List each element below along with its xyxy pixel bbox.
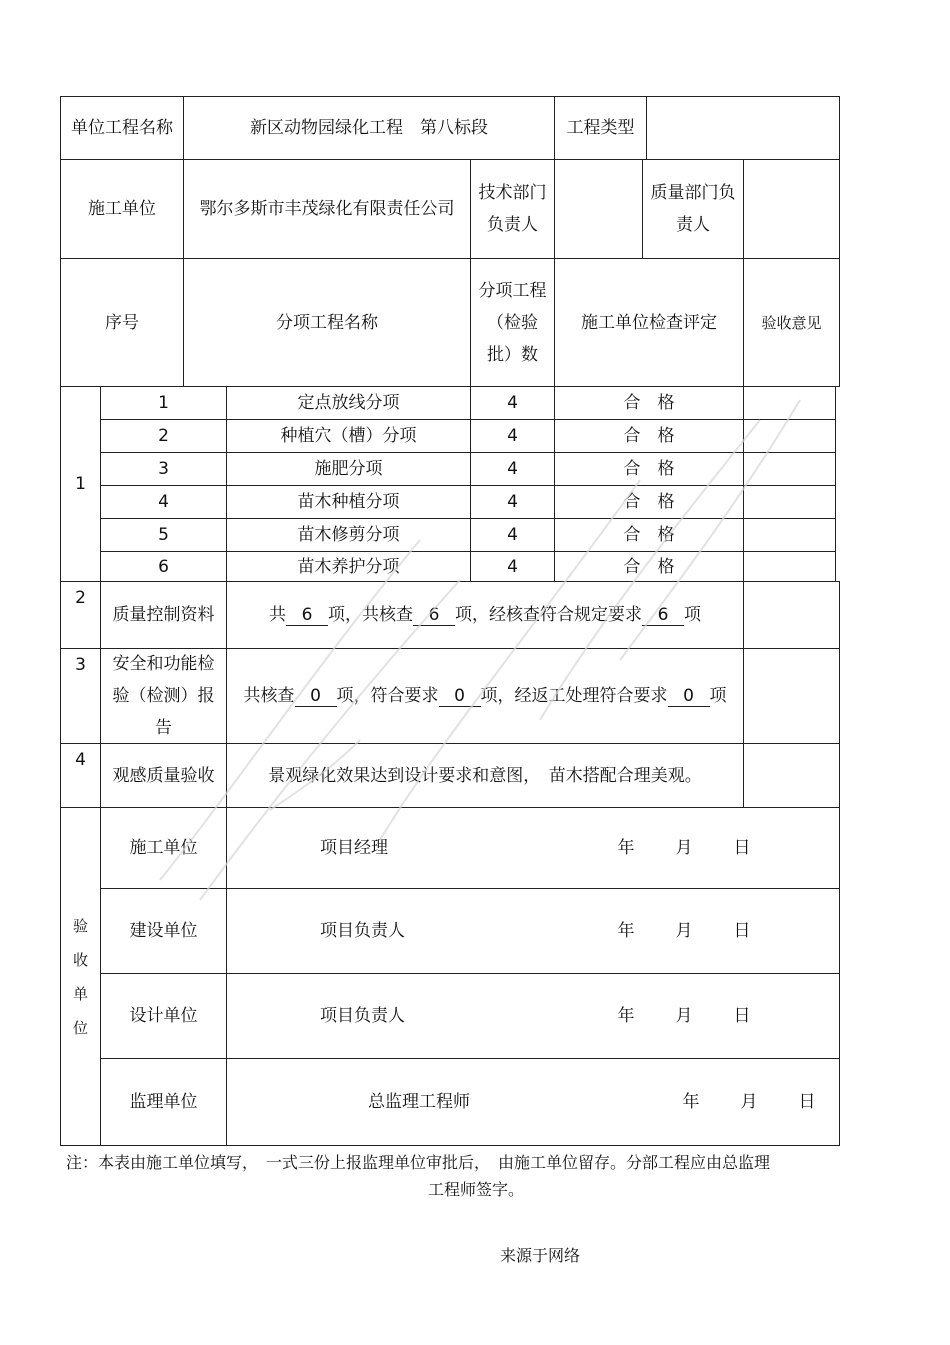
- construction-unit-label: 施工单位: [60, 159, 184, 259]
- section2-label: 质量控制资料: [100, 581, 227, 649]
- row1-name: 定点放线分项: [226, 386, 471, 420]
- owner-unit-sign-area: 项目负责人 年 月 日: [226, 888, 840, 974]
- row1-acceptance: [743, 386, 836, 420]
- row6-name: 苗木养护分项: [226, 551, 471, 582]
- section2-v1: 6: [286, 605, 328, 626]
- design-unit-sign-label: 设计单位: [100, 973, 227, 1059]
- section2-t1: 共: [269, 605, 286, 625]
- col-acceptance: 验收意见: [743, 258, 840, 387]
- note-line1: 注：本表由施工单位填写， 一式三份上报监理单位审批后， 由施工单位留存。分部工程应由总监理: [66, 1153, 771, 1172]
- row4-count: 4: [470, 485, 555, 519]
- section3-t2: 项，符合要求: [336, 686, 439, 706]
- construction-unit-sign-area: 项目经理 年 月 日: [226, 807, 840, 889]
- note-line2: 工程师签字。: [427, 1180, 524, 1199]
- section4-label: 观感质量验收: [100, 743, 227, 808]
- row2-count: 4: [470, 419, 555, 453]
- row3-no: 3: [100, 452, 227, 486]
- project-type-value: [646, 96, 840, 160]
- row1-count: 4: [470, 386, 555, 420]
- section3-v2: 0: [439, 686, 481, 707]
- row4-acceptance: [743, 485, 836, 519]
- acceptance-units-label: 验 收 单 位: [60, 807, 101, 1146]
- form-note: [66, 1149, 886, 1203]
- section2-acceptance: [743, 581, 840, 649]
- section4-seq: 4: [60, 743, 101, 808]
- row2-result: 合 格: [554, 419, 744, 453]
- row4-name: 苗木种植分项: [226, 485, 471, 519]
- construction-unit-value: 鄂尔多斯市丰茂绿化有限责任公司: [183, 159, 471, 259]
- row3-acceptance: [743, 452, 836, 486]
- col-seq: 序号: [60, 258, 184, 387]
- section3-v1: 0: [295, 686, 337, 707]
- section1-seq: 1: [60, 386, 101, 582]
- row1-no: 1: [100, 386, 227, 420]
- row6-result: 合 格: [554, 551, 744, 582]
- section2-v2: 6: [413, 605, 455, 626]
- date-fields: 年 月 日: [617, 838, 751, 858]
- tech-head-value: [554, 159, 643, 259]
- section3-t1: 共核查: [243, 686, 295, 706]
- section2-t2: 项，共核查: [328, 605, 413, 625]
- row6-no: 6: [100, 551, 227, 582]
- unit-project-value: 新区动物园绿化工程 第八标段: [183, 96, 555, 160]
- footer-source: 来源于网络: [500, 1246, 581, 1265]
- row6-count: 4: [470, 551, 555, 582]
- row4-no: 4: [100, 485, 227, 519]
- section2-text: [226, 581, 744, 649]
- section2-v3: 6: [642, 605, 684, 626]
- row3-count: 4: [470, 452, 555, 486]
- row2-no: 2: [100, 419, 227, 453]
- date-fields: 年 月 日: [617, 921, 751, 941]
- row4-result: 合 格: [554, 485, 744, 519]
- supervision-unit-sign-label: 监理单位: [100, 1058, 227, 1146]
- section3-t4: 项: [709, 686, 727, 706]
- row5-acceptance: [743, 518, 836, 552]
- row2-name: 种植穴（槽）分项: [226, 419, 471, 453]
- section3-acceptance: [743, 648, 840, 744]
- section4-acceptance: [743, 743, 840, 808]
- section3-label: 安全和功能检验（检测）报告: [100, 648, 227, 744]
- supervision-unit-sign-area: 总监理工程师 年 月 日: [226, 1058, 840, 1146]
- section3-v3: 0: [668, 686, 710, 707]
- owner-unit-sign-label: 建设单位: [100, 888, 227, 974]
- date-fields: 年 月 日: [617, 1006, 751, 1026]
- row3-name: 施肥分项: [226, 452, 471, 486]
- section2-t4: 项: [684, 605, 701, 625]
- row5-name: 苗木修剪分项: [226, 518, 471, 552]
- design-unit-sign-area: 项目负责人 年 月 日: [226, 973, 840, 1059]
- row5-count: 4: [470, 518, 555, 552]
- section3-text: [226, 648, 744, 744]
- col-subitem-name: 分项工程名称: [183, 258, 471, 387]
- col-self-check: 施工单位检查评定: [554, 258, 744, 387]
- row5-no: 5: [100, 518, 227, 552]
- col-batch-count: 分项工程（检验批）数: [470, 258, 555, 387]
- tech-head-label: 技术部门负责人: [470, 159, 555, 259]
- project-type-label: 工程类型: [554, 96, 647, 160]
- date-fields: 年 月 日: [682, 1092, 816, 1112]
- row2-acceptance: [743, 419, 836, 453]
- section4-text: 景观绿化效果达到设计要求和意图， 苗木搭配合理美观。: [226, 743, 744, 808]
- construction-unit-sign-label: 施工单位: [100, 807, 227, 889]
- section2-seq: 2: [60, 581, 101, 649]
- section2-t3: 项，经核查符合规定要求: [455, 605, 642, 625]
- section3-t3: 项，经返工处理符合要求: [480, 686, 668, 706]
- quality-head-label: 质量部门负责人: [642, 159, 744, 259]
- row3-result: 合 格: [554, 452, 744, 486]
- row1-result: 合 格: [554, 386, 744, 420]
- unit-project-label: 单位工程名称: [60, 96, 184, 160]
- row5-result: 合 格: [554, 518, 744, 552]
- section3-seq: 3: [60, 648, 101, 744]
- quality-head-value: [743, 159, 840, 259]
- row6-acceptance: [743, 551, 836, 582]
